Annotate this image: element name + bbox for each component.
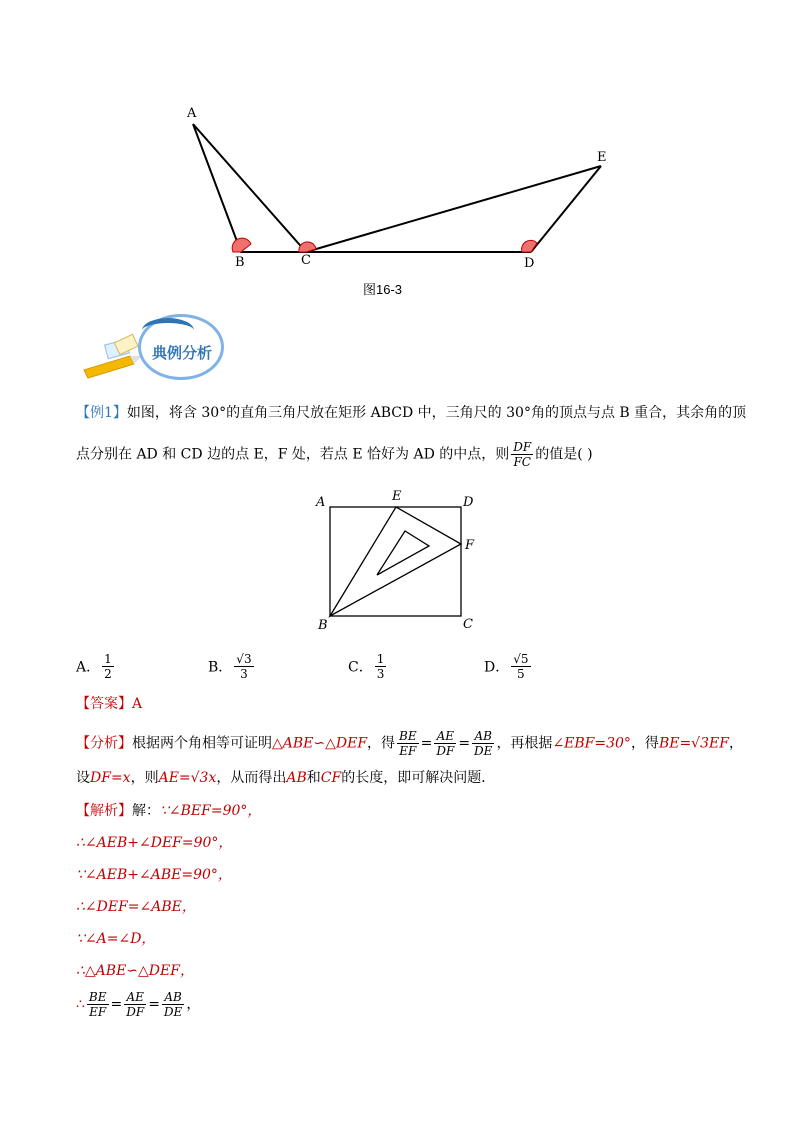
rect-label-a: A — [316, 495, 326, 510]
set-square-inner — [377, 531, 429, 575]
answer-options — [76, 652, 596, 688]
rectangle-abcd — [330, 507, 461, 616]
option-d: D． $\frac{√5}{5}$ — [484, 652, 529, 681]
solution-line-2: ∵∠AEB+∠ABE=90°， — [76, 867, 232, 883]
example-tag: 【例1】 — [76, 405, 127, 421]
solution-line-4: ∵∠A=∠D， — [76, 931, 156, 947]
example-text-1: 如图，将含 30°的直角三角尺放在矩形 ABCD 中，三角尺的 30°角的顶点与点 B 重合，其余角的顶 — [126, 405, 747, 421]
answer-line — [76, 693, 142, 715]
example-text-2: 点分别在 AD 和 CD 边的点 E，F 处，若点 E 恰好为 AD 的中点，则 — [76, 446, 510, 463]
solution-line-3: ∴∠DEF=∠ABE， — [76, 899, 196, 915]
point-label-a: A — [187, 106, 197, 121]
rect-label-f: F — [465, 538, 475, 553]
solution-line-0: 【解析】解：∵∠BEF=90°， — [76, 803, 262, 819]
answer-value: A — [132, 696, 143, 712]
example-text-3: 的值是( ) — [535, 446, 593, 463]
option-c: C． $\frac{1}{3}$ — [348, 652, 385, 681]
banner-label: 典例分析 — [152, 345, 213, 362]
answer-tag: 【答案】 — [76, 696, 132, 712]
point-label-e: E — [597, 150, 607, 165]
rect-label-b: B — [318, 618, 328, 633]
rect-label-e: E — [392, 489, 402, 504]
point-label-b: B — [235, 255, 245, 270]
option-a: A． $\frac{1}{2}$ — [76, 652, 112, 681]
point-label-d: D — [524, 256, 535, 271]
figure-caption: 图16-3 — [363, 282, 403, 297]
rect-label-c: C — [463, 617, 473, 632]
solution-line-1: ∴∠AEB+∠DEF=90°， — [76, 835, 233, 851]
solution-line-5: ∴△ABE∽△DEF， — [76, 963, 194, 979]
solution-line-6: ∴ $\frac{BE}{EF}$ = $\frac{AE}{DF}$ = $\frac{AB}{DE}$ ， — [76, 990, 201, 1019]
analysis-line-1: 【分析】根据两个角相等可证明△ABE∽△DEF，得 $\frac{BE}{EF}$ = $\frac{AE}{DF}$ = $\frac{AB}{DE}$ ，再根据∠EBF=30°，得BE=√3EF， — [76, 729, 743, 758]
option-b: B． $\frac{√3}{3}$ — [208, 652, 252, 681]
rect-label-d: D — [463, 495, 474, 510]
analysis-line-2: 设DF=x，则AE=√3x，从而得出AB和CF的长度，即可解决问题． — [76, 770, 496, 786]
ratio-df-fc: $\frac{DF}{FC}$ — [513, 440, 532, 469]
point-label-c: C — [301, 253, 311, 268]
set-square-outer — [330, 507, 461, 616]
